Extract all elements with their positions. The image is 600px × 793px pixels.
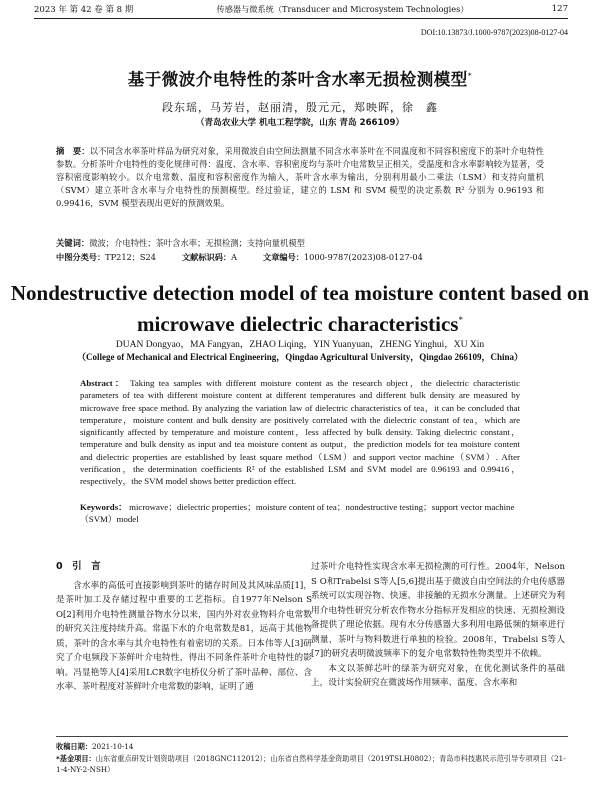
body-column-left [56, 560, 312, 695]
doc-code-value: A [231, 252, 238, 262]
abstract-english-text: Taking tea samples with different moisture content as the research object，the dielectric characteristic parameters of tea with different moisture content at different temperatures and different bulk density are measured by microwave free space method. By analyzing the variation law of dielectric characteristics of tea，it can be concluded that temperature，moisture content and bulk density are positively correlated with the dielectric constant of tea，which are significantly affected by temperature and moisture content，less affected by bulk density. Taking dielectric constant，temperature and bulk density as input and tea moisture content as output，the prediction models for tea moisture content and dielectric properties are established by least square method（LSM）and support vector machine（SVM）. After verification，the determination coefficients R² of the established LSM and SVM model are 0.96193 and 0.99416，respectively，the SVM model shows better prediction effect. [80, 378, 520, 487]
article-number-label: 文章编号： [263, 252, 304, 262]
fund-value: 山东省重点研发计划资助项目（2018GNC112012）；山东省自然科学基金资助项目（2019TSLH0802）；青岛市科技惠民示范引导专项项目（21-1-4-NY-2-NSH） [56, 753, 566, 774]
doc-code-label: 文献标识码： [181, 252, 232, 262]
article-number-value: 1000-9787(2023)08-0127-04 [303, 252, 423, 262]
title-chinese-footnote-mark: * [467, 71, 473, 81]
fund-info [56, 753, 568, 776]
footnote [56, 736, 568, 776]
affiliation-chinese: （青岛农业大学 机电工程学院，山东 青岛 266109） [195, 118, 405, 128]
abstract-english [80, 377, 520, 488]
received-value: 2021-10-14 [91, 742, 134, 751]
received-date [56, 741, 568, 753]
intro-paragraph-1: 含水率的高低可直接影响到茶叶的储存时间及其风味品质[1]，是茶叶加工及存储过程中重要的工艺指标。自1977年Nelson S O[2]利用介电特性测量谷物水分以来，国内外对农业物料介电常数的研究关注度持续升高。常温下水的介电常数是81，远高于其他物质，茶叶的含水率与其介电特性有着密切的关系。日本伟等人[3]研究了介电频段下茶鲜叶介电特性，得出不同条件茶叶介电特性的影响。冯显艳等人[4]采用LCR数字电桥仪分析了茶叶品种、部位、含水率、茶叶程度对茶鲜叶介电常数的影响，证明了通 [56, 580, 312, 692]
keywords-chinese-text: 微波；介电特性；茶叶含水率；无损检测；支持向量机模型 [89, 238, 305, 248]
body-column-right [311, 560, 565, 691]
abstract-english-label: Abstract： [80, 378, 126, 388]
section-heading-introduction: 0 引 言 [56, 561, 101, 572]
clc-number [56, 252, 156, 263]
title-english-footnote-mark: * [458, 315, 463, 325]
journal-name: 传感器与微系统（Transducer and Microsystem Technologies） [216, 3, 469, 14]
title-english [0, 280, 600, 338]
fund-label: *基金项目： [56, 753, 96, 763]
title-chinese-text: 基于微波介电特性的茶叶含水率无损检测模型 [127, 70, 468, 89]
abstract-chinese-text: 以不同含水率茶叶样品为研究对象，采用微波自由空间法测量不同含水率茶叶在不同温度和不同容积密度下的茶叶介电特性参数。分析茶叶介电特性的变化规律可得：温度、含水率、容积密度均与茶叶介电常数呈正相关，受温度和含水率影响较为显著，受容积密度影响较小。以介电常数、温度和容积密度作为输入，茶叶含水率为输出，分别利用最小二乘法（LSM）和支持向量机（SVM）建立茶叶含水率与介电特性的预测模型。经过验证，建立的 LSM 和 SVM 模型的决定系数 R² 分别为 0.96193 和 0.99416，SVM 模型表现出更好的预测效果。 [56, 146, 544, 209]
keywords-english-label: Keywords： [80, 502, 127, 512]
clc-value: TP212；S24 [105, 252, 156, 262]
doi[interactable]: DOI:10.13873/J.1000-9787(2023)08-0127-04 [420, 28, 568, 37]
keywords-chinese [56, 237, 544, 250]
keywords-english [80, 501, 520, 526]
article-number [263, 252, 423, 263]
intro-paragraph-1-continued: 过茶叶介电特性实现含水率无损检测的可行性。2004年，Nelson S O和Trabelsi S等人[5,6]提出基于微波自由空间法的介电传感器系统可以实现谷物、快速、非接触的无损水分测量。上述研究为利用介电特性研究分析农作物水分指标开发相应的快速、无损检测设备提供了理论依据。现有水分传感器大多利用电路低频的频率进行测量，茶叶与物料数进行单独的检验。2008年，Trabelsi S等人[7]的研究表明微波频率下的复介电常数特性物类型并不依赖。 [311, 562, 565, 659]
keywords-chinese-label: 关键词： [56, 238, 90, 248]
authors-english: DUAN Dongyao，MA Fangyan，ZHAO Liqing，YIN Yuanyuan，ZHENG Yinghui，XU Xin [115, 340, 485, 350]
received-label: 收稿日期： [56, 742, 92, 751]
affiliation-english: （College of Mechanical and Electrical Engineering，Qingdao Agricultural University，Qingdao 266109，China） [77, 352, 523, 362]
intro-paragraph-2: 本文以茶鲜芯叶的绿茶为研究对象，在优化测试条件的基础上，设计实验研究在微波场作用频率、温度、含水率和 [311, 663, 565, 688]
running-header [34, 2, 568, 19]
abstract-chinese [56, 145, 544, 210]
authors-chinese: 段东瑶，马芳岩，赵丽清，殷元元，郑映晖，徐 鑫 [162, 101, 438, 114]
abstract-chinese-label: 摘 要： [56, 146, 90, 156]
keywords-english-text: microwave；dielectric properties；moisture content of tea；nondestructive testing；support vector machine（SVM）model [80, 502, 515, 525]
page-number: 127 [551, 4, 568, 14]
title-chinese [0, 66, 600, 90]
document-code [182, 252, 237, 263]
issue-info: 2023 年 第 42 卷 第 8 期 [34, 5, 134, 15]
clc-label: 中图分类号： [56, 252, 106, 262]
title-english-text: Nondestructive detection model of tea moisture content based on microwave dielectric characteristics [10, 281, 590, 336]
classification-line [56, 252, 544, 263]
